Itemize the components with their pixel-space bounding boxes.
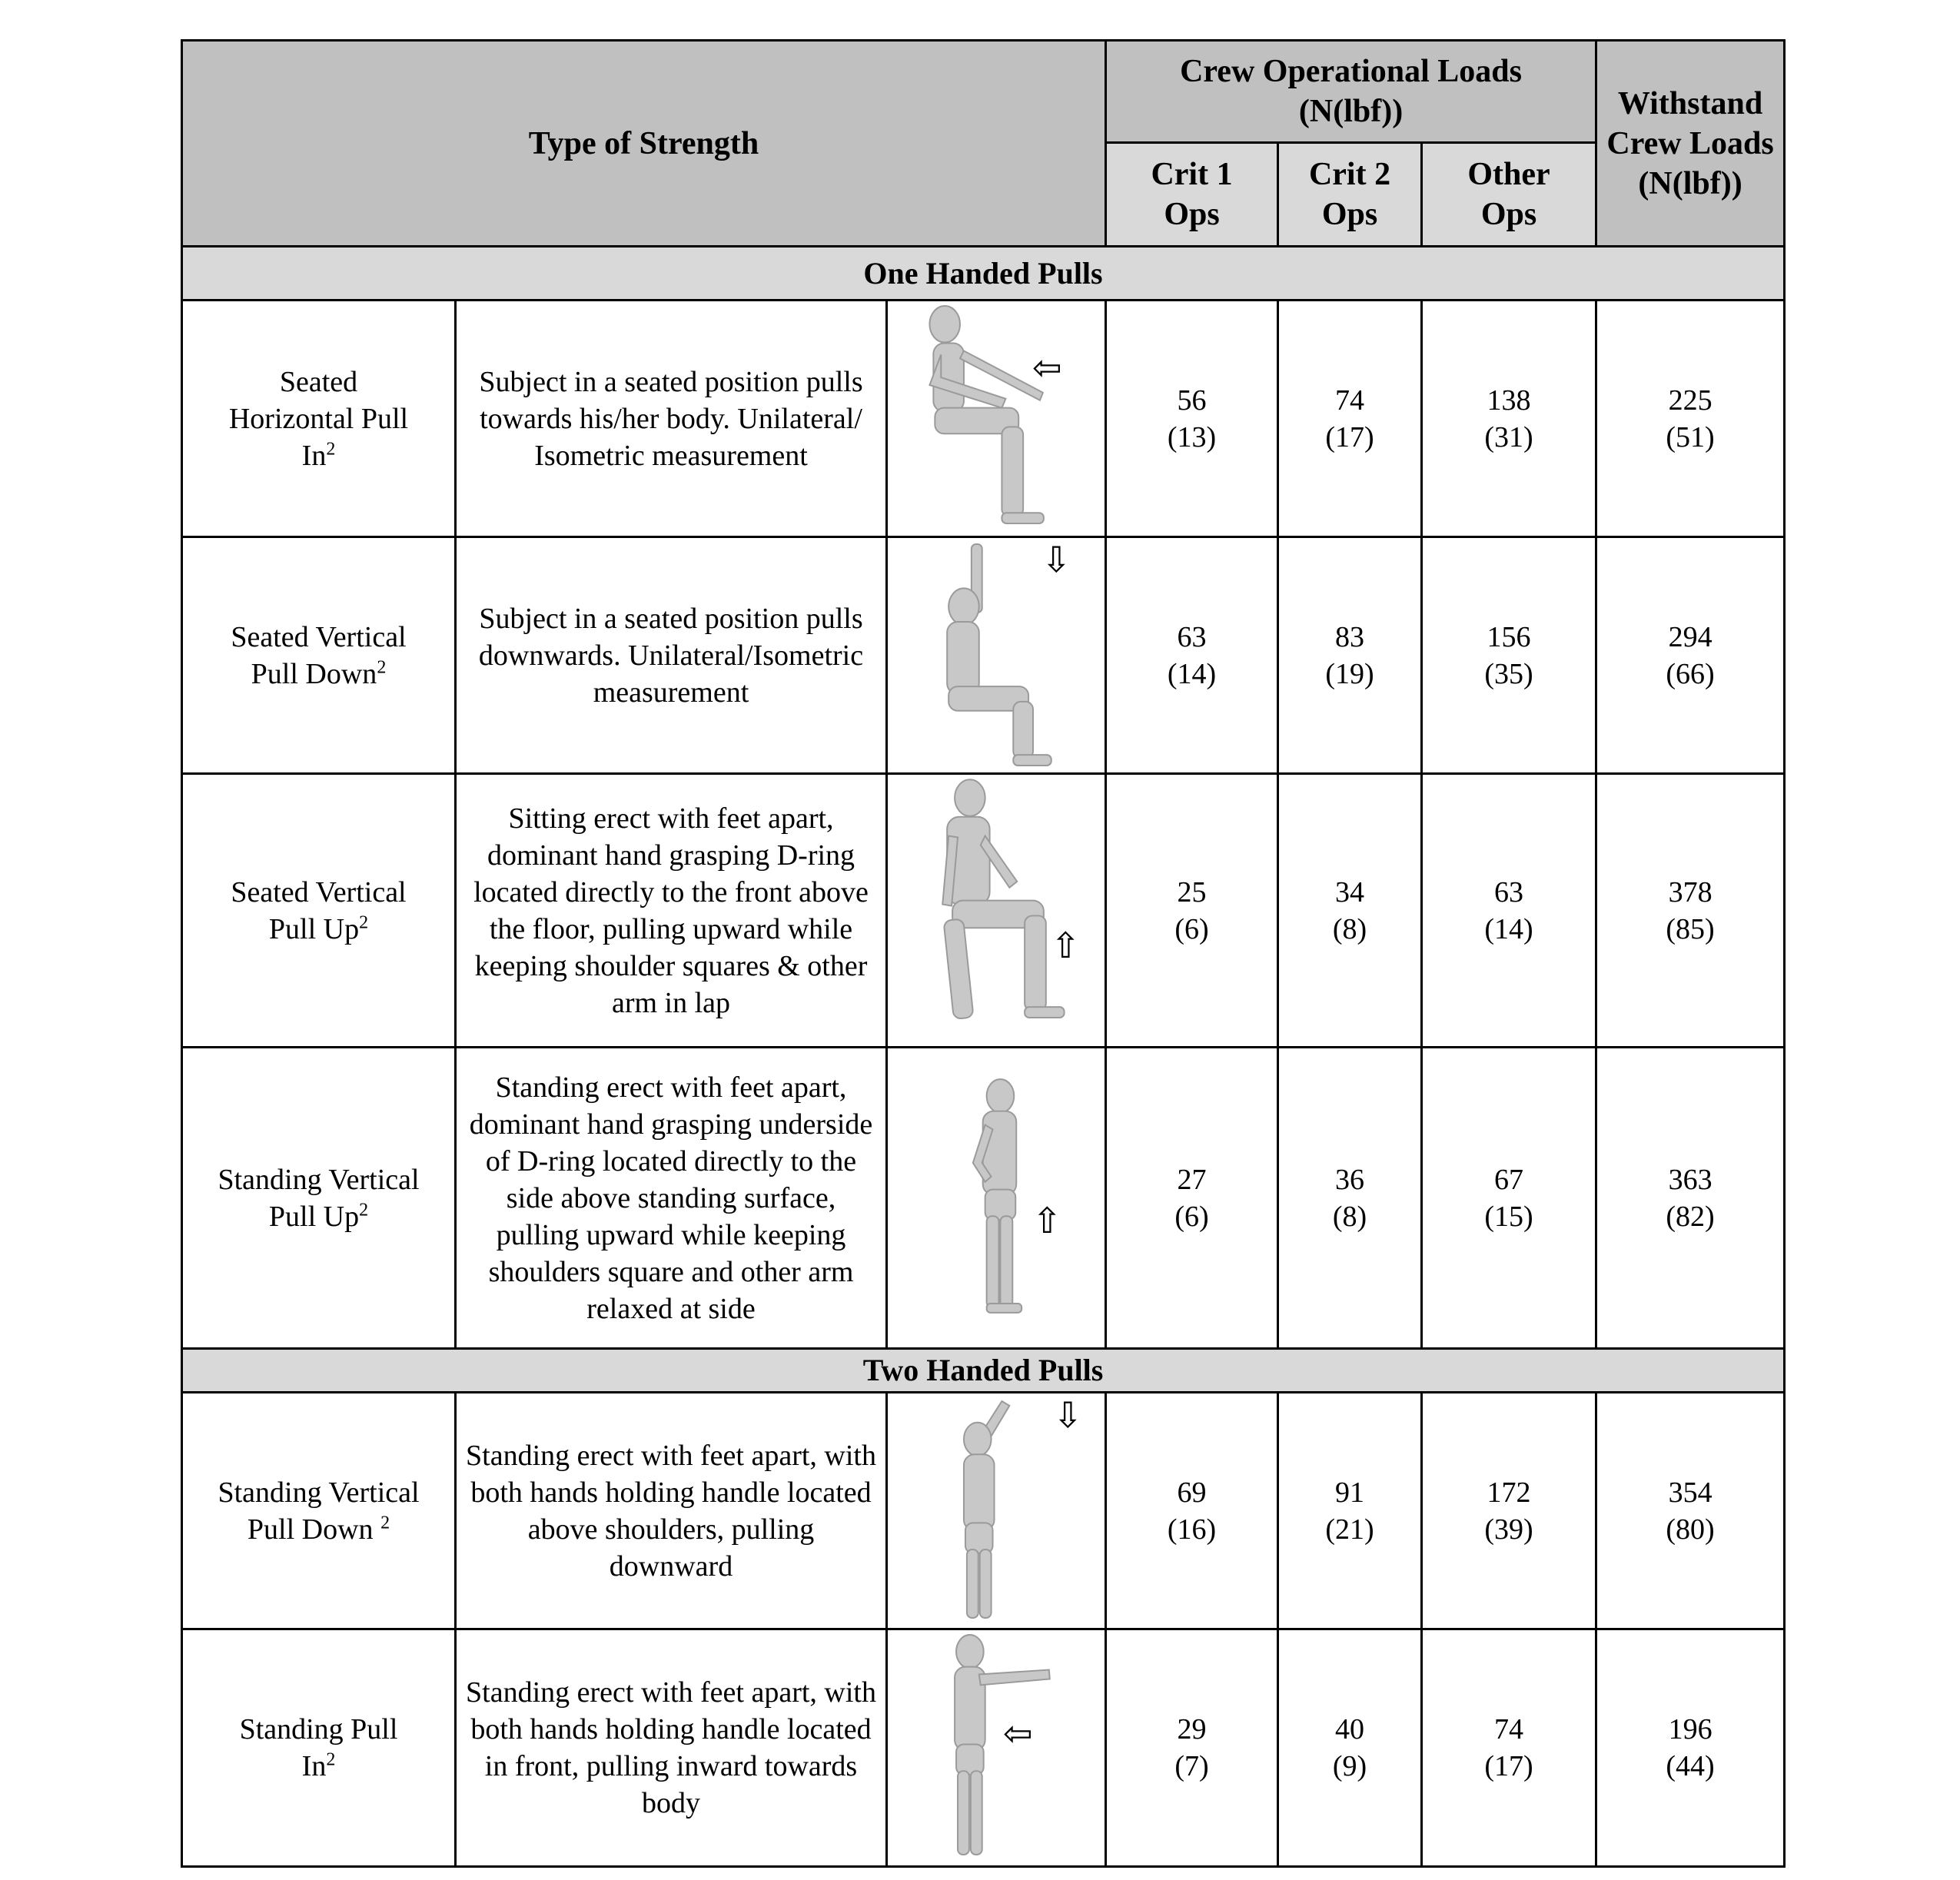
other-ops-header: Other Ops — [1422, 143, 1596, 247]
strength-type-cell — [182, 1393, 456, 1629]
table-row — [182, 1048, 1785, 1349]
withstand-value: 196 (44) — [1596, 1629, 1785, 1867]
footnote-marker: 2 — [359, 1199, 369, 1220]
crew-operational-loads-header: Crew Operational Loads (N(lbf)) — [1106, 41, 1596, 143]
withstand-value: 294 (66) — [1596, 537, 1785, 774]
other-value: 156 (35) — [1422, 537, 1596, 774]
seated-vertical-pull-down-figure — [887, 537, 1106, 774]
other-value: 74 (17) — [1422, 1629, 1596, 1867]
strength-table — [181, 39, 1786, 1868]
seated-horizontal-pull-figure — [887, 301, 1106, 537]
strength-name: Standing Vertical Pull Down — [218, 1476, 420, 1546]
footnote-marker: 2 — [359, 912, 369, 932]
crit2-value: 74 (17) — [1278, 301, 1422, 537]
withstand-crew-loads-header: Withstand Crew Loads (N(lbf)) — [1596, 41, 1785, 247]
crit2-value: 40 (9) — [1278, 1629, 1422, 1867]
standing-pull-in-figure — [887, 1629, 1106, 1867]
withstand-value: 378 (85) — [1596, 774, 1785, 1048]
other-value: 67 (15) — [1422, 1048, 1596, 1349]
description-cell: Sitting erect with feet apart, dominant hand grasping D-ring located directly to the front above the floor, pulling upward while keeping shoulder squares & other arm in lap — [456, 774, 887, 1048]
strength-type-cell — [182, 1629, 456, 1867]
strength-type-cell — [182, 1048, 456, 1349]
description-cell: Standing erect with feet apart, with both hands holding handle located above shoulders, pulling downward — [456, 1393, 887, 1629]
crit2-ops-header: Crit 2 Ops — [1278, 143, 1422, 247]
strength-type-cell — [182, 301, 456, 537]
up-arrow-icon: ⇧ — [1032, 1200, 1062, 1241]
seated-vertical-pull-up-figure — [887, 774, 1106, 1048]
description-cell: Subject in a seated position pulls towards his/her body. Unilateral/ Isometric measurement — [456, 301, 887, 537]
withstand-value: 225 (51) — [1596, 301, 1785, 537]
down-arrow-icon: ⇩ — [1041, 539, 1071, 580]
table-row — [182, 1629, 1785, 1867]
footnote-marker: 2 — [377, 656, 387, 677]
crit1-value: 27 (6) — [1106, 1048, 1278, 1349]
strength-name: Standing Pull In — [239, 1713, 398, 1782]
table-row — [182, 1393, 1785, 1629]
description-cell: Subject in a seated position pulls downwards. Unilateral/Isometric measurement — [456, 537, 887, 774]
standing-vertical-pull-up-figure — [887, 1048, 1106, 1349]
strength-name: Seated Vertical Pull Down — [231, 620, 407, 690]
crit1-value: 56 (13) — [1106, 301, 1278, 537]
description-cell: Standing erect with feet apart, with both hands holding handle located in front, pulling inward towards body — [456, 1629, 887, 1867]
strength-name: Standing Vertical Pull Up — [218, 1163, 420, 1233]
strength-name: Seated Vertical Pull Up — [231, 875, 407, 945]
crit1-value: 25 (6) — [1106, 774, 1278, 1048]
footnote-marker: 2 — [380, 1512, 390, 1533]
left-arrow-icon: ⇦ — [1032, 347, 1062, 388]
crit2-value: 83 (19) — [1278, 537, 1422, 774]
other-value: 172 (39) — [1422, 1393, 1596, 1629]
standing-vertical-pull-down-figure — [887, 1393, 1106, 1629]
crit2-value: 36 (8) — [1278, 1048, 1422, 1349]
crit2-value: 34 (8) — [1278, 774, 1422, 1048]
strength-name: Seated Horizontal Pull In — [228, 365, 409, 472]
footnote-marker: 2 — [326, 1749, 336, 1770]
section-two-handed-pulls: Two Handed Pulls — [182, 1349, 1785, 1393]
footnote-marker: 2 — [326, 438, 336, 459]
table-row — [182, 301, 1785, 537]
crit1-value: 63 (14) — [1106, 537, 1278, 774]
withstand-value: 354 (80) — [1596, 1393, 1785, 1629]
table-row — [182, 774, 1785, 1048]
description-cell: Standing erect with feet apart, dominant hand grasping underside of D-ring located directly to the side above standing surface, pulling upward while keeping shoulders square and other arm relaxed at side — [456, 1048, 887, 1349]
withstand-value: 363 (82) — [1596, 1048, 1785, 1349]
left-arrow-icon: ⇦ — [1003, 1712, 1033, 1754]
crit1-value: 29 (7) — [1106, 1629, 1278, 1867]
table-row — [182, 537, 1785, 774]
strength-type-cell — [182, 774, 456, 1048]
crit1-value: 69 (16) — [1106, 1393, 1278, 1629]
other-value: 138 (31) — [1422, 301, 1596, 537]
crit1-ops-header: Crit 1 Ops — [1106, 143, 1278, 247]
up-arrow-icon: ⇧ — [1051, 925, 1081, 966]
other-value: 63 (14) — [1422, 774, 1596, 1048]
type-of-strength-header: Type of Strength — [182, 41, 1106, 247]
section-one-handed-pulls: One Handed Pulls — [182, 247, 1785, 301]
strength-type-cell — [182, 537, 456, 774]
crit2-value: 91 (21) — [1278, 1393, 1422, 1629]
down-arrow-icon: ⇩ — [1053, 1394, 1083, 1436]
